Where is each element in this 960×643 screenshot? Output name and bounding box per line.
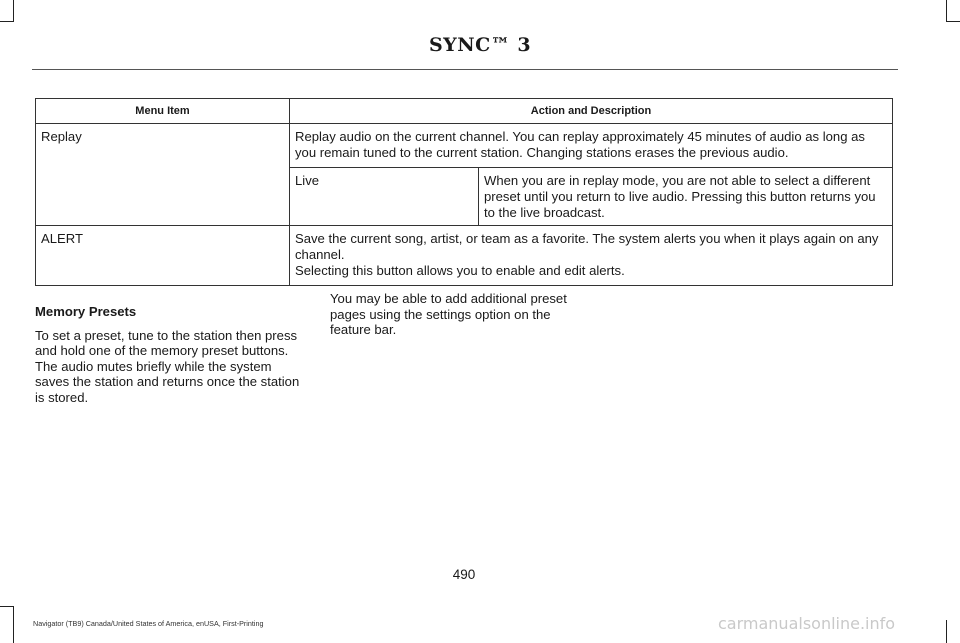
sub-item-cell: Live	[290, 168, 479, 226]
crop-mark-top-right-v	[946, 0, 947, 22]
body-paragraph: You may be able to add additional preset pages using the settings option on the feature bar.	[330, 291, 567, 338]
menu-table	[35, 98, 893, 286]
page-title: SYNC™ 3	[428, 34, 532, 56]
nested-table	[290, 167, 892, 225]
column-header-action: Action and Description	[290, 99, 893, 124]
column-header-menu-item: Menu Item	[36, 99, 290, 124]
description-cell	[290, 226, 893, 286]
menu-item-cell: ALERT	[36, 226, 290, 286]
crop-mark-top-left-h	[0, 21, 14, 22]
crop-mark-top-left-v	[13, 0, 14, 22]
header-divider	[32, 69, 898, 70]
table-row	[36, 226, 893, 286]
description-cell	[290, 124, 893, 226]
body-paragraph: To set a preset, tune to the station then press and hold one of the memory preset buttons. The audio mutes briefly while the system saves the station and returns once the station is stored.	[35, 327, 300, 405]
description-text: Replay audio on the current channel. You can replay approximately 45 minutes of audio as long as you remain tuned to the current station. Changing stations erases the previous audio.	[295, 129, 865, 160]
nested-row	[290, 168, 892, 226]
watermark: carmanualsonline.info	[718, 614, 896, 633]
page-number: 490	[452, 567, 476, 582]
crop-mark-top-right-h	[946, 21, 960, 22]
crop-mark-bottom-left-h	[0, 606, 14, 607]
description-line: Save the current song, artist, or team as a favorite. The system alerts you when it plays again on any channel.	[295, 231, 879, 262]
table-header-row	[36, 99, 893, 124]
crop-mark-bottom-right-v	[946, 620, 947, 643]
crop-mark-bottom-left-v	[13, 606, 14, 643]
sub-description-cell: When you are in replay mode, you are not able to select a different preset until you return to live audio. Pressing this button returns you to the live broadcast.	[479, 168, 893, 226]
publication-footer: Navigator (TB9) Canada/United States of America, enUSA, First-Printing	[33, 619, 264, 628]
body-column-right	[330, 291, 590, 346]
body-column-left	[35, 304, 307, 414]
section-heading: Memory Presets	[35, 304, 137, 319]
menu-item-cell: Replay	[36, 124, 290, 226]
table-row	[36, 124, 893, 226]
description-line: Selecting this button allows you to enable and edit alerts.	[295, 263, 625, 278]
